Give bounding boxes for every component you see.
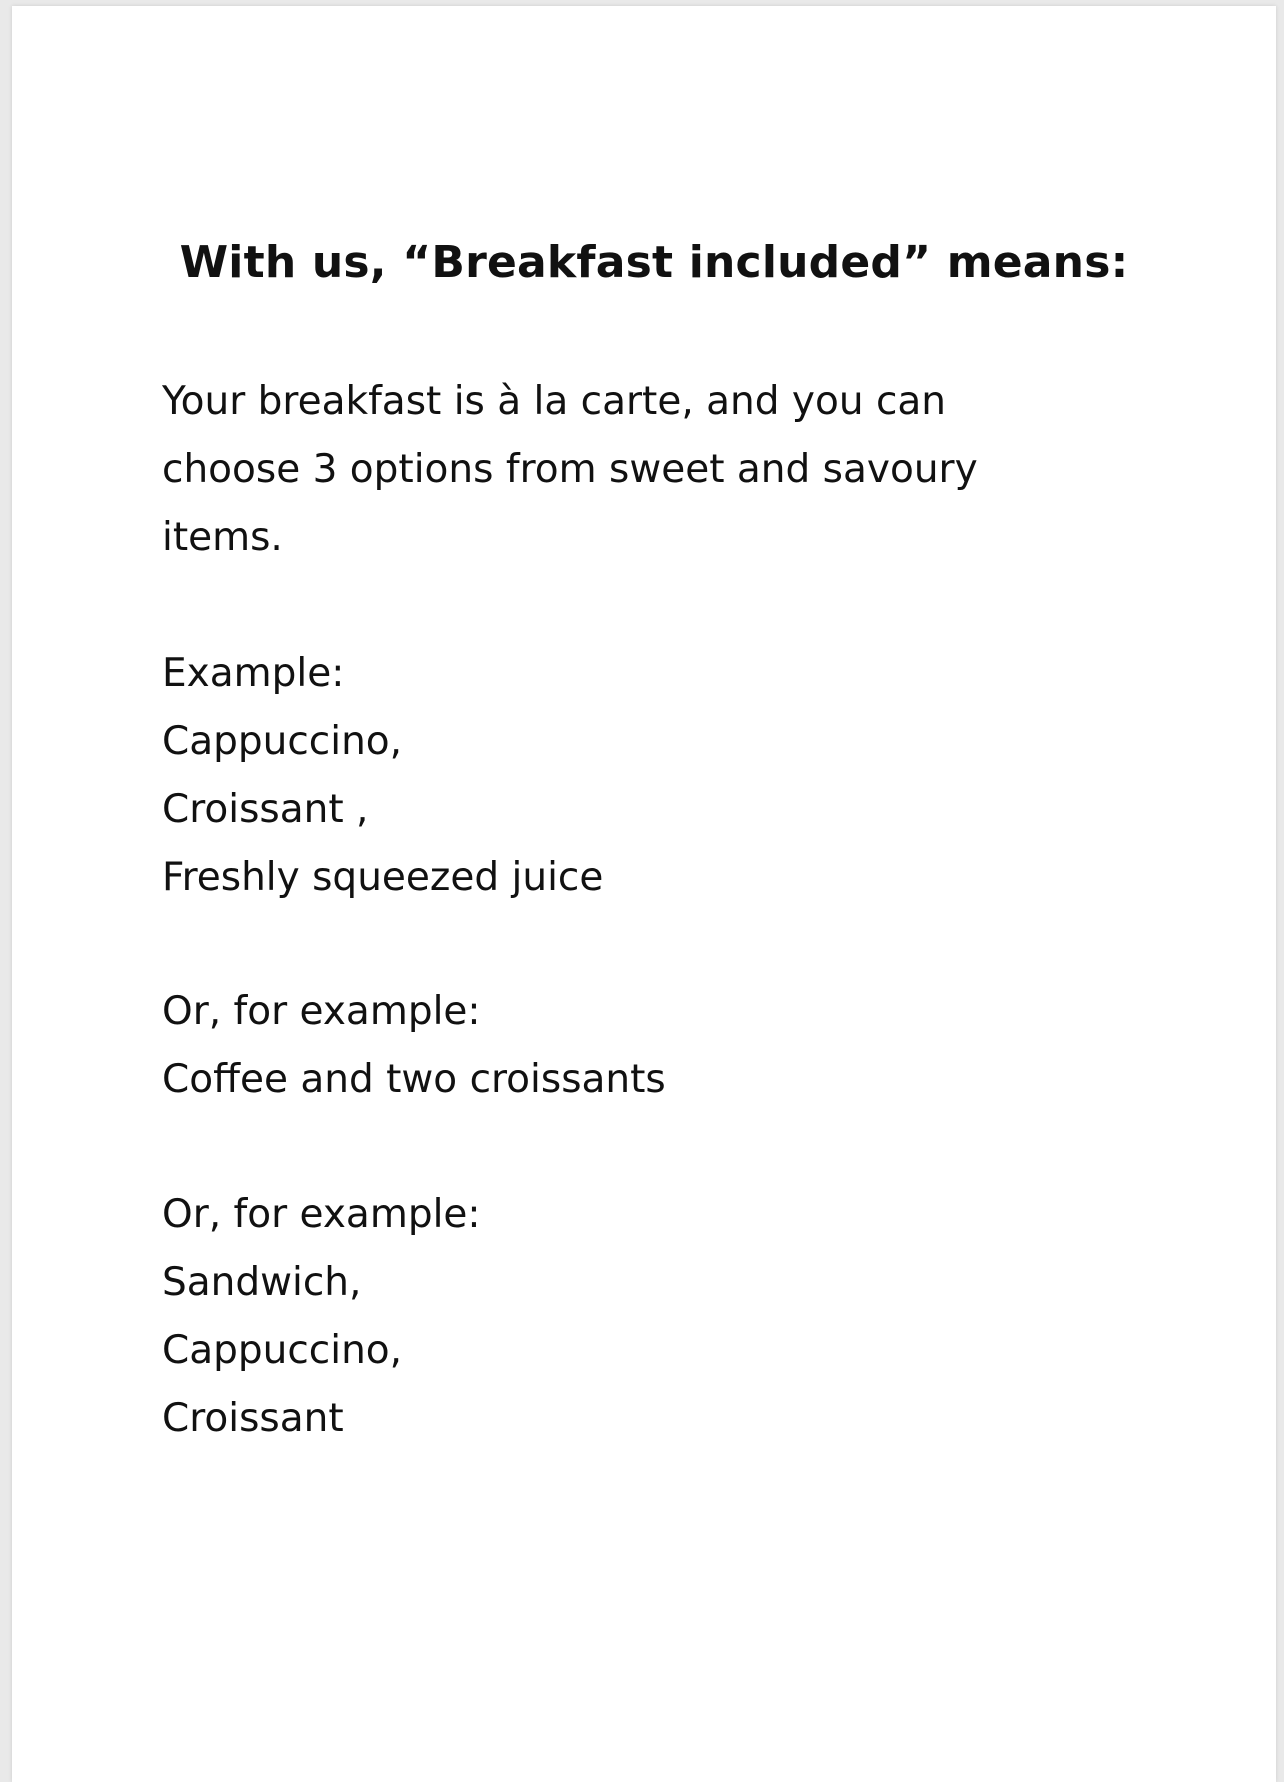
example-item: Coffee and two croissants	[162, 1057, 666, 1102]
example-label: Or, for example:	[162, 989, 481, 1034]
example-item: Croissant	[162, 1396, 344, 1441]
example-item: Cappuccino,	[162, 719, 403, 764]
example-item: Cappuccino,	[162, 1328, 403, 1373]
example-label: Example:	[162, 651, 345, 696]
example-item: Croissant ,	[162, 787, 369, 832]
intro-paragraph	[162, 368, 1122, 572]
example-item: Freshly squeezed juice	[162, 855, 604, 900]
example-block-1	[162, 640, 1122, 912]
intro-line: items.	[162, 515, 283, 560]
intro-line: choose 3 options from sweet and savoury	[162, 447, 978, 492]
intro-line: Your breakfast is à la carte, and you can	[162, 379, 947, 424]
example-block-3	[162, 1181, 1122, 1453]
example-item: Sandwich,	[162, 1260, 362, 1305]
example-block-2	[162, 978, 1122, 1114]
page-title: With us, “Breakfast included” means:	[179, 237, 1129, 288]
document-page	[12, 6, 1276, 1782]
example-label: Or, for example:	[162, 1192, 481, 1237]
